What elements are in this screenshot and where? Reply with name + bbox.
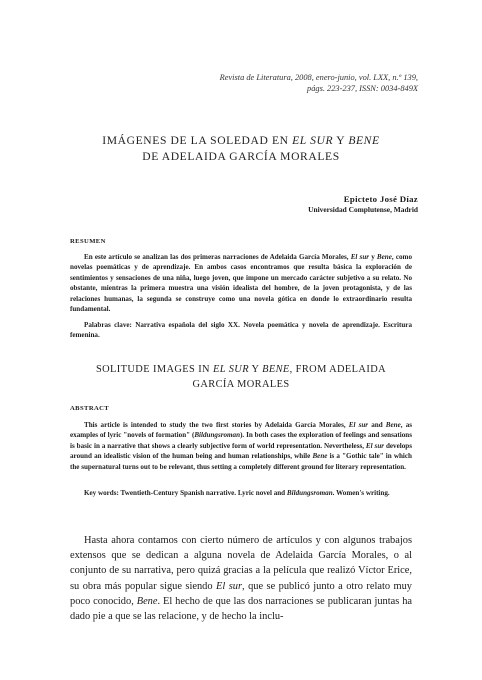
abstract-span: and bbox=[368, 421, 386, 429]
author-affiliation: Universidad Complutense, Madrid bbox=[308, 205, 418, 214]
abstract-el-sur: El sur bbox=[365, 441, 385, 450]
abstract-el-sur: El sur bbox=[348, 421, 369, 429]
journal-line-2: págs. 223-237, ISSN: 0034-849X bbox=[307, 84, 418, 93]
title-en-text: Y bbox=[248, 364, 263, 375]
body-span: Hasta ahora contamos con cierto número de artículos y con algunos trabajos extensos que se dedican a alguna novela de Adelaida García Morales, o al conjunto de su narrativa, pero quizá gracias a la película que realizó Víctor Erice, su obra más popular sigue siendo bbox=[70, 535, 412, 592]
title-en-text: SOLITUDE IMAGES IN bbox=[95, 364, 213, 375]
abstract-span: develops around an idealistic vision of the human being and human relationships, while bbox=[70, 441, 412, 461]
title-line-1 bbox=[70, 133, 412, 149]
title-en-bene: BENE bbox=[262, 364, 290, 375]
abstract-bene: Bene bbox=[312, 452, 328, 461]
title-en-line-1 bbox=[70, 363, 412, 378]
title-en-line-2: GARCÍA MORALES bbox=[192, 378, 290, 390]
abstract-span: , as examples of lyric "novels of formation" ( bbox=[70, 421, 413, 440]
article-title-english bbox=[70, 363, 412, 392]
abstract-span: This article is intended to study the two first stories by Adelaida García Morales, bbox=[84, 421, 349, 429]
title-line-2: DE ADELAIDA GARCÍA MORALES bbox=[142, 150, 340, 163]
abstract-bildungsroman: Bildungsroman bbox=[194, 431, 241, 440]
keywords-span: Key words: Twentieth-Century Spanish narrative. Lyric novel and bbox=[84, 489, 287, 497]
resumen-text bbox=[70, 252, 412, 314]
resumen-bene: Bene bbox=[376, 253, 392, 261]
resumen-heading: RESUMEN bbox=[70, 238, 106, 245]
journal-citation bbox=[118, 72, 418, 94]
body-span: , que se publicó junto a otro relato muy poco conocido, bbox=[70, 580, 412, 607]
title-bene: BENE bbox=[348, 134, 380, 147]
resumen-span: , como novelas poemáticas y de aprendizaje. En ambos casos encontramos que resulta básica la exploración de sentimientos y sensaciones de una niña, luego joven, que impone un mercado carácter subjetivo a su relato. No obstante, mientras la primera muestra una visión idealista del hombre, de la joven protagonista, y de las relaciones humanas, la segunda se construye como una novela gótica en donde lo extraordinario resulta fundamental. bbox=[70, 253, 413, 314]
journal-line-1: Revista de Literatura, 2008, enero-junio, vol. LXX, n.º 139, bbox=[219, 73, 418, 82]
abstract-span: is a "Gothic tale" in which the supernatural turns out to be relevant, thus setting a completely different ground for literary representation. bbox=[70, 452, 412, 471]
body-paragraph bbox=[70, 533, 412, 624]
resumen-span: En este artículo se analizan las dos primeras narraciones de Adelaida García Morales, bbox=[84, 253, 351, 261]
abstract-heading: ABSTRACT bbox=[70, 405, 110, 412]
body-span: . El hecho de que las dos narraciones se publicaran juntas ha dado pie a que se las relacione, y de hecho la inclu- bbox=[70, 595, 412, 623]
resumen-el-sur: El sur bbox=[350, 253, 370, 261]
abstract-span: ). In both cases the exploration of feelings and sensations is basic in a narrative that shows a clearly subjective form of world representation. Nevertheless, bbox=[70, 431, 412, 450]
author-name: Epicteto José Díaz bbox=[343, 194, 418, 204]
abstract-bene: Bene bbox=[385, 421, 401, 429]
article-title bbox=[70, 133, 412, 165]
keywords-span: . Women's writing. bbox=[332, 489, 390, 497]
title-en-text: , FROM ADELAIDA bbox=[289, 364, 387, 375]
resumen-keywords: Palabras clave: Narrativa española del siglo XX. Novela poemática y novela de aprendizaje. Escritura femenina. bbox=[70, 321, 412, 340]
keywords-bildungsroman: Bildungsroman bbox=[286, 489, 333, 497]
body-el-sur: El sur bbox=[216, 580, 243, 592]
title-text: Y bbox=[333, 134, 349, 147]
title-el-sur: EL SUR bbox=[292, 134, 334, 147]
abstract-text bbox=[70, 420, 412, 472]
abstract-keywords bbox=[70, 488, 412, 498]
body-bene: Bene bbox=[136, 595, 158, 607]
title-en-el-sur: EL SUR bbox=[212, 364, 249, 375]
resumen-span: y bbox=[369, 253, 377, 261]
title-text: IMÁGENES DE LA SOLEDAD EN bbox=[102, 134, 293, 147]
